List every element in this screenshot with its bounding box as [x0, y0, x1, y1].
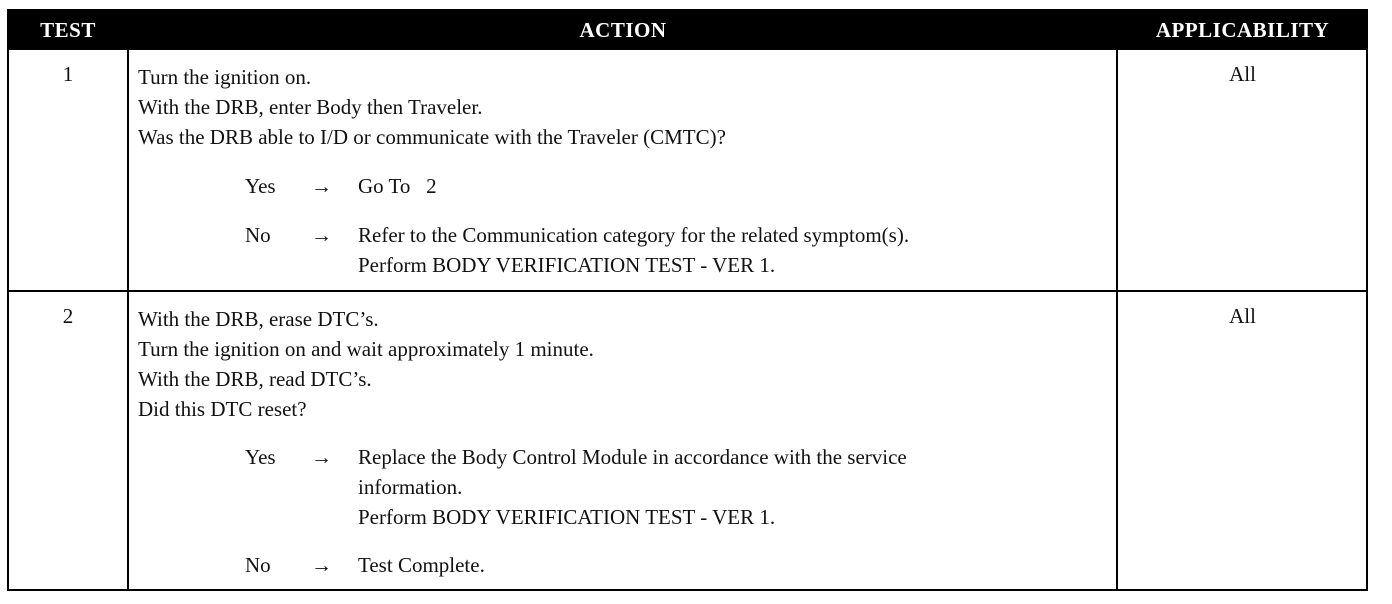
diagnostic-test-table: [7, 9, 1368, 591]
action-line: Turn the ignition on and wait approximately 1 minute.: [138, 337, 594, 361]
arrow-icon: →: [311, 223, 332, 247]
result-line: Perform BODY VERIFICATION TEST - VER 1.: [358, 505, 776, 529]
answer-label: Yes: [245, 174, 276, 198]
applicability-value: All: [1229, 304, 1256, 328]
action-line: With the DRB, erase DTC’s.: [138, 307, 379, 331]
result-line: Replace the Body Control Module in accordance with the service: [358, 445, 907, 469]
choice-yes: [245, 171, 1113, 201]
answer-label: No: [245, 553, 271, 577]
arrow-icon: →: [311, 174, 332, 198]
result-line: Perform BODY VERIFICATION TEST - VER 1.: [358, 253, 776, 277]
result-text: [358, 171, 1113, 201]
header-applicability: APPLICABILITY: [1155, 18, 1330, 42]
applicability-value: All: [1229, 62, 1256, 86]
action-line: Did this DTC reset?: [138, 397, 307, 421]
test-number: 1: [62, 62, 74, 86]
result-text: [358, 220, 1113, 280]
action-line: Turn the ignition on.: [138, 65, 312, 89]
arrow-icon: →: [311, 445, 332, 469]
choice-yes: [245, 442, 1113, 532]
choice-no: [245, 550, 1113, 580]
result-line: Refer to the Communication category for the related symptom(s).: [358, 223, 910, 247]
action-line: With the DRB, enter Body then Traveler.: [138, 95, 483, 119]
header-test: TEST: [40, 18, 96, 42]
answer-label: Yes: [245, 445, 276, 469]
header-action: ACTION: [579, 18, 667, 42]
result-line: information.: [358, 475, 463, 499]
action-line: Was the DRB able to I/D or communicate with the Traveler (CMTC)?: [138, 125, 726, 149]
test-number: 2: [62, 304, 74, 328]
choice-no: [245, 220, 1113, 280]
action-cell: [138, 62, 1113, 280]
action-line: With the DRB, read DTC’s.: [138, 367, 372, 391]
result-line: Go To 2: [358, 174, 437, 198]
arrow-icon: →: [311, 553, 332, 577]
result-text: [358, 442, 1113, 532]
table-row: [9, 50, 1366, 290]
action-cell: [138, 304, 1113, 580]
answer-label: No: [245, 223, 271, 247]
result-line: Test Complete.: [358, 553, 485, 577]
table-header: [9, 11, 1366, 50]
table-row: [9, 292, 1366, 589]
result-text: [358, 550, 1113, 580]
